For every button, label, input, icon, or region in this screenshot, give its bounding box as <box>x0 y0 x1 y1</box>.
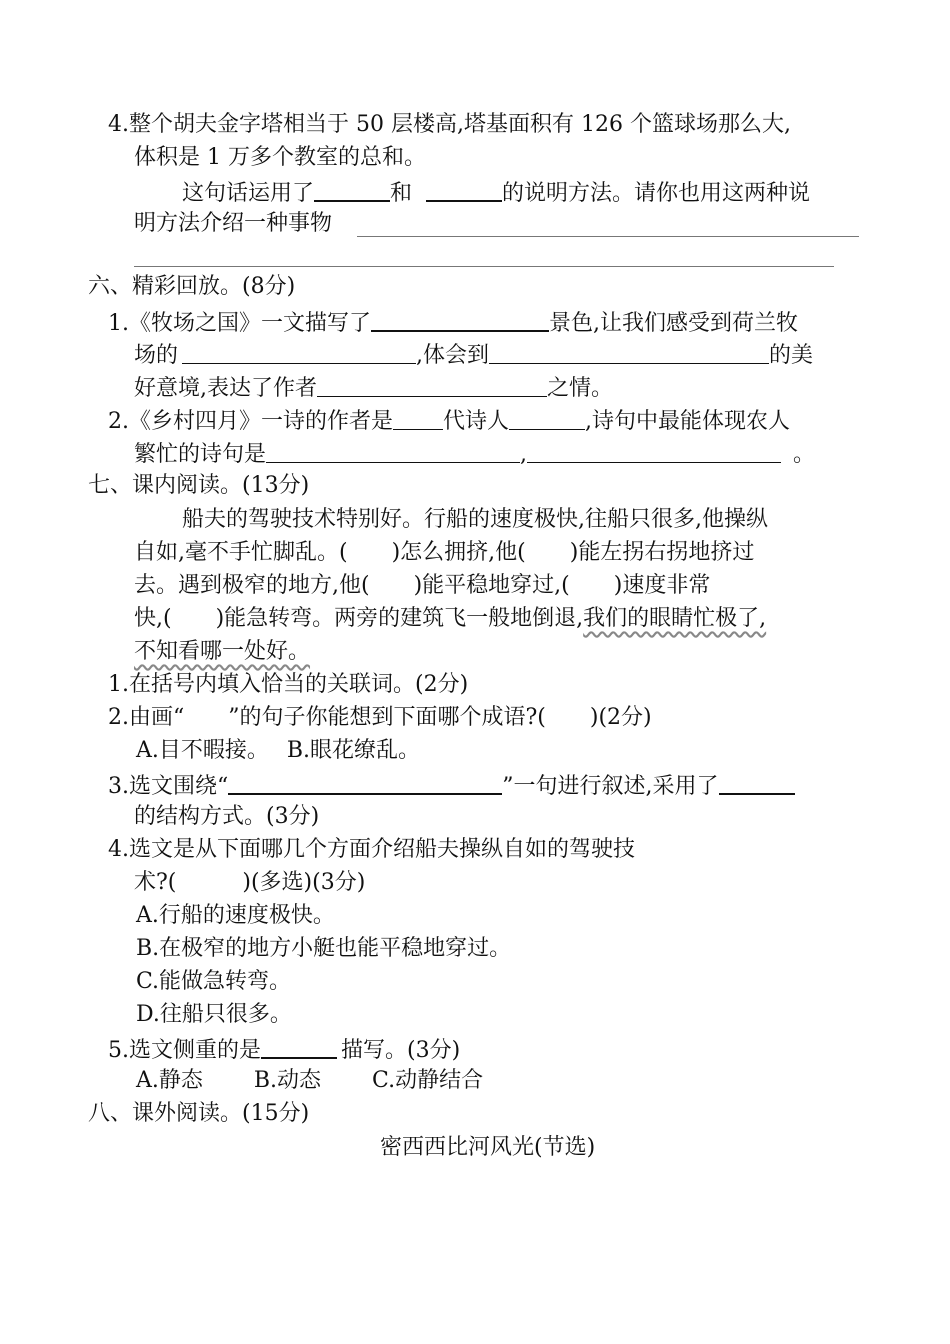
s7-q2: 2.由画“ ”的句子你能想到下面哪个成语?( )(2分) <box>108 705 652 730</box>
fill-blank[interactable] <box>371 306 549 332</box>
s5-q4-line2: 体积是 1 万多个教室的总和。 <box>134 145 426 170</box>
s7-q5-text-a: 5.选文侧重的是 <box>108 1038 261 1063</box>
underlined-sentence: 我们的眼睛忙极了, <box>583 606 767 631</box>
s6-q2-text-f: 。 <box>793 442 816 467</box>
s5-q4-text-b: 和 <box>390 181 413 206</box>
passage-line-4 <box>134 604 766 634</box>
s6-q2-text-c: ,诗句中最能体现农人 <box>585 409 791 434</box>
s6-q2-text-e: , <box>520 442 528 467</box>
answer-line[interactable] <box>357 236 859 237</box>
section-heading-6: 六、精彩回放。(8分) <box>88 274 296 299</box>
s6-q1-text-a: 1.《牧场之国》一文描写了 <box>108 311 371 336</box>
fill-blank[interactable] <box>317 372 547 397</box>
s6-q2-text-a: 2.《乡村四月》一诗的作者是 <box>108 409 393 434</box>
passage-line-5 <box>134 637 310 667</box>
s7-q3-line2: 的结构方式。(3分) <box>134 804 320 829</box>
fill-blank[interactable] <box>719 769 795 795</box>
s7-q3-text-a: 3.选文围绕“ <box>108 774 229 799</box>
passage-line-2: 自如,毫不手忙脚乱。( )怎么拥挤,他( )能左拐右拐地挤过 <box>134 540 755 565</box>
article-title: 密西西比河风光(节选) <box>380 1135 596 1160</box>
s7-q5 <box>108 1033 460 1066</box>
s6-q2-line1 <box>108 405 790 437</box>
fill-blank[interactable] <box>261 1033 337 1059</box>
s7-q4-line1: 4.选文是从下面哪几个方面介绍船夫操纵自如的驾驶技 <box>108 837 635 862</box>
s5-q4-line4: 明方法介绍一种事物 <box>134 211 333 236</box>
s5-q4-line3 <box>182 176 810 209</box>
s7-q5-options: A.静态 B.动态 C.动静结合 <box>136 1068 484 1093</box>
fill-blank[interactable] <box>266 438 520 463</box>
passage-line-3: 去。遇到极窄的地方,他( )能平稳地穿过,( )速度非常 <box>134 573 711 598</box>
s6-q2-text-b: 代诗人 <box>443 409 510 434</box>
s5-q4-line1: 4.整个胡夫金字塔相当于 50 层楼高,塔基面积有 126 个篮球场那么大, <box>108 112 791 137</box>
s7-q3-line1 <box>108 769 795 802</box>
fill-blank[interactable] <box>182 339 416 364</box>
fill-blank[interactable] <box>228 769 502 795</box>
underlined-sentence: 不知看哪一处好。 <box>134 639 311 664</box>
s7-q4-option-c: C.能做急转弯。 <box>136 969 292 994</box>
s6-q2-line2 <box>134 438 815 470</box>
s7-q1: 1.在括号内填入恰当的关联词。(2分) <box>108 672 469 697</box>
fill-blank[interactable] <box>314 176 390 202</box>
passage-line-1: 船夫的驾驶技术特别好。行船的速度极快,往船只很多,他操纵 <box>182 507 768 532</box>
fill-blank[interactable] <box>509 405 585 430</box>
s7-q5-text-b: 描写。(3分) <box>341 1038 461 1063</box>
fill-blank[interactable] <box>393 405 443 430</box>
s6-q1-line1 <box>108 306 798 339</box>
s5-q4-text-c: 的说明方法。请你也用这两种说 <box>502 181 811 206</box>
s6-q1-line3 <box>134 372 613 404</box>
answer-line[interactable] <box>134 266 834 267</box>
section-heading-8: 八、课外阅读。(15分) <box>88 1101 310 1126</box>
s7-q4-option-b: B.在极窄的地方小艇也能平稳地穿过。 <box>136 936 512 961</box>
s7-q4-line2: 术?( )(多选)(3分) <box>134 870 366 895</box>
s6-q1-text-e: 的美 <box>769 343 814 368</box>
fill-blank[interactable] <box>527 438 781 463</box>
s6-q1-text-f: 好意境,表达了作者 <box>134 376 317 401</box>
s7-q4-option-d: D.往船只很多。 <box>136 1002 292 1027</box>
fill-blank[interactable] <box>426 176 502 202</box>
s6-q1-line2 <box>134 339 813 371</box>
s7-q4-option-a: A.行船的速度极快。 <box>136 903 335 928</box>
s6-q1-text-c: 场的 <box>134 343 179 368</box>
fill-blank[interactable] <box>489 339 769 364</box>
s6-q1-text-g: 之情。 <box>547 376 614 401</box>
s5-q4-text-a: 这句话运用了 <box>182 181 315 206</box>
s6-q2-text-d: 繁忙的诗句是 <box>134 442 267 467</box>
s7-q3-text-b: ”一句进行叙述,采用了 <box>502 774 719 799</box>
s7-q2-options: A.目不暇接。 B.眼花缭乱。 <box>136 738 421 763</box>
s6-q1-text-b: 景色,让我们感受到荷兰牧 <box>549 311 798 336</box>
s6-q1-text-d: ,体会到 <box>416 343 490 368</box>
passage-text: 快,( )能急转弯。两旁的建筑飞一般地倒退, <box>134 606 584 631</box>
section-heading-7: 七、课内阅读。(13分) <box>88 473 310 498</box>
